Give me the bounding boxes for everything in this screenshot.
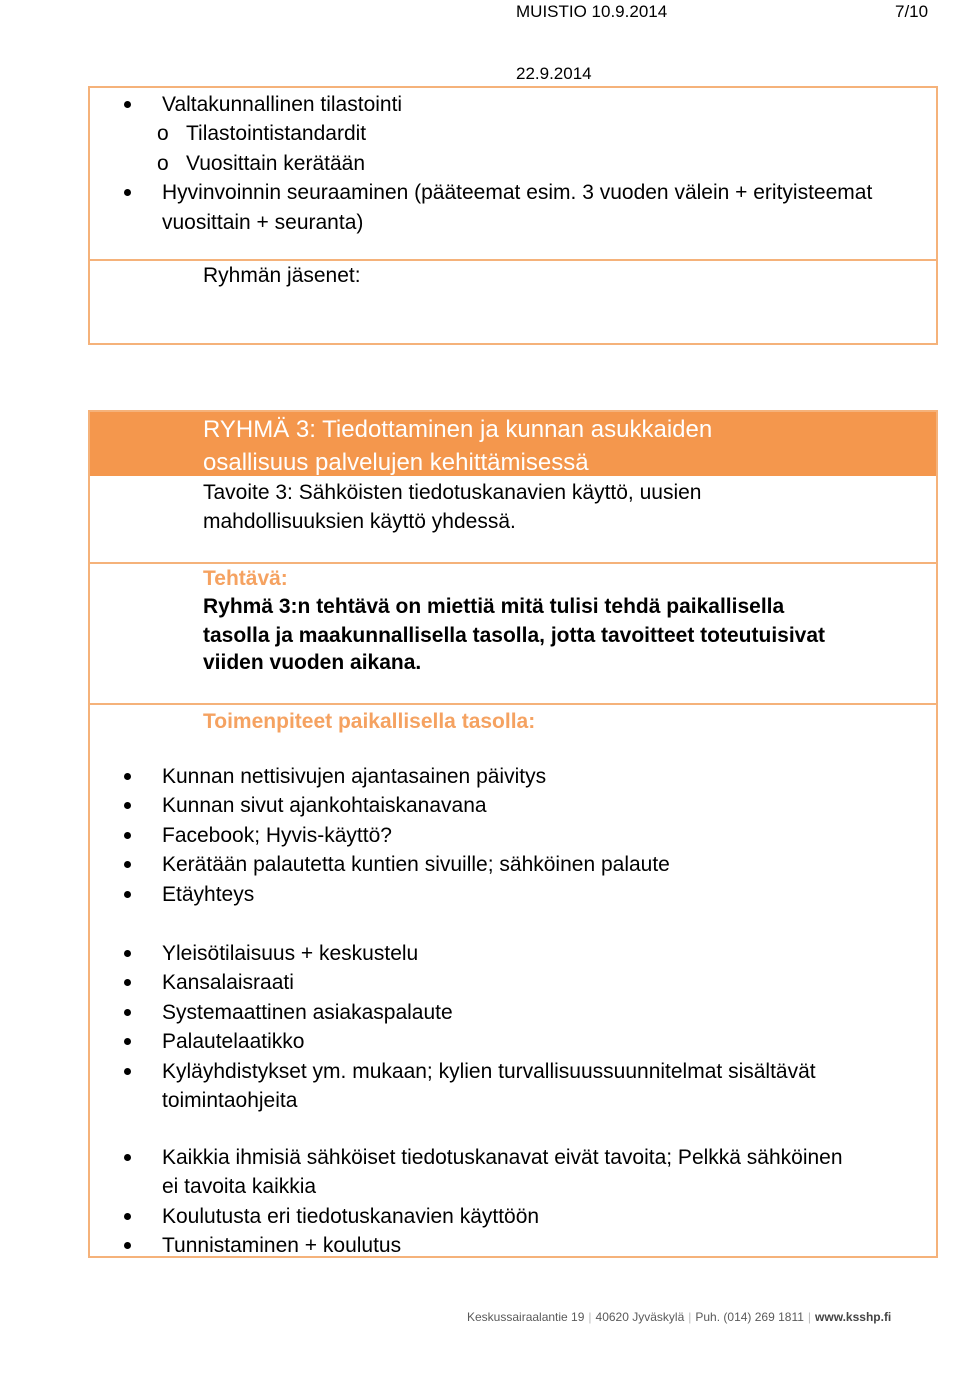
- footer-web[interactable]: www.ksshp.fi: [815, 1310, 892, 1324]
- footer-contact: Keskussairaalantie 19 | 40620 Jyväskylä | Puh. (014) 269 1811 | www.ksshp.fi: [467, 1310, 892, 1324]
- list-item: Hyvinvoinnin seuraaminen (pääteemat esim. 3 vuoden välein + erityisteemat vuosittain + seuranta): [124, 178, 914, 237]
- sub-list-item: o Tilastointistandardit: [124, 119, 914, 148]
- sub-list-item: o Vuosittain kerätään: [124, 149, 914, 178]
- list-item: Kyläyhdistykset ym. mukaan; kylien turvallisuussuunnitelmat sisältävät toimintaohjeita: [124, 1057, 924, 1116]
- goal-line1: Tavoite 3: Sähköisten tiedotuskanavien käyttö, uusien: [203, 481, 702, 504]
- task-line3: viiden vuoden aikana.: [203, 651, 422, 674]
- list-item: Kunnan nettisivujen ajantasainen päivitys: [124, 762, 924, 791]
- footer-address: Keskussairaalantie 19: [467, 1310, 585, 1324]
- list-item: Etäyhteys: [124, 880, 924, 909]
- task-line2: tasolla ja maakunnallisella tasolla, jotta tavoitteet toteutuisivat: [203, 624, 826, 647]
- list-item: Yleisötilaisuus + keskustelu: [124, 939, 924, 968]
- list-item: Tunnistaminen + koulutus: [124, 1231, 864, 1260]
- list-item: Facebook; Hyvis-käyttö?: [124, 821, 924, 850]
- list-item: Kaikkia ihmisiä sähköiset tiedotuskanavat eivät tavoita; Pelkkä sähköinen ei tavoita kaikkia: [124, 1143, 864, 1202]
- document-title: MUISTIO 10.9.2014: [516, 2, 668, 21]
- list-item: Palautelaatikko: [124, 1027, 924, 1056]
- actions-list-b: [124, 939, 924, 1115]
- list-item: Kansalaisraati: [124, 968, 924, 997]
- page-number: 7/10: [895, 2, 929, 21]
- section-3-divider-2: [88, 703, 938, 705]
- list-item: Koulutusta eri tiedotuskanavien käyttöön: [124, 1202, 864, 1231]
- actions-list-a: [124, 762, 924, 909]
- footer-postal: 40620 Jyväskylä: [595, 1310, 685, 1324]
- list-item: Kerätään palautetta kuntien sivuille; sähköinen palaute: [124, 850, 924, 879]
- actions-label: Toimenpiteet paikallisella tasolla:: [203, 710, 536, 733]
- section-3-title-line2: osallisuus palvelujen kehittämisessä: [203, 449, 589, 476]
- section-2-list: [124, 90, 914, 237]
- section-3-title-line1: RYHMÄ 3: Tiedottaminen ja kunnan asukkaiden: [203, 416, 713, 443]
- task-line1: Ryhmä 3:n tehtävä on miettiä mitä tulisi tehdä paikallisella: [203, 595, 785, 618]
- list-item-label: Valtakunnallinen tilastointi: [162, 93, 403, 116]
- list-item: Kunnan sivut ajankohtaiskanavana: [124, 791, 924, 820]
- footer-phone: Puh. (014) 269 1811: [695, 1310, 804, 1324]
- task-label: Tehtävä:: [203, 567, 288, 590]
- actions-list-c: [124, 1143, 864, 1261]
- members-label: Ryhmän jäsenet:: [203, 264, 361, 287]
- list-item: Systemaattinen asiakaspalaute: [124, 998, 924, 1027]
- list-item: [124, 90, 914, 178]
- goal-line2: mahdollisuuksien käyttö yhdessä.: [203, 510, 516, 533]
- section-2-date: 22.9.2014: [516, 64, 592, 83]
